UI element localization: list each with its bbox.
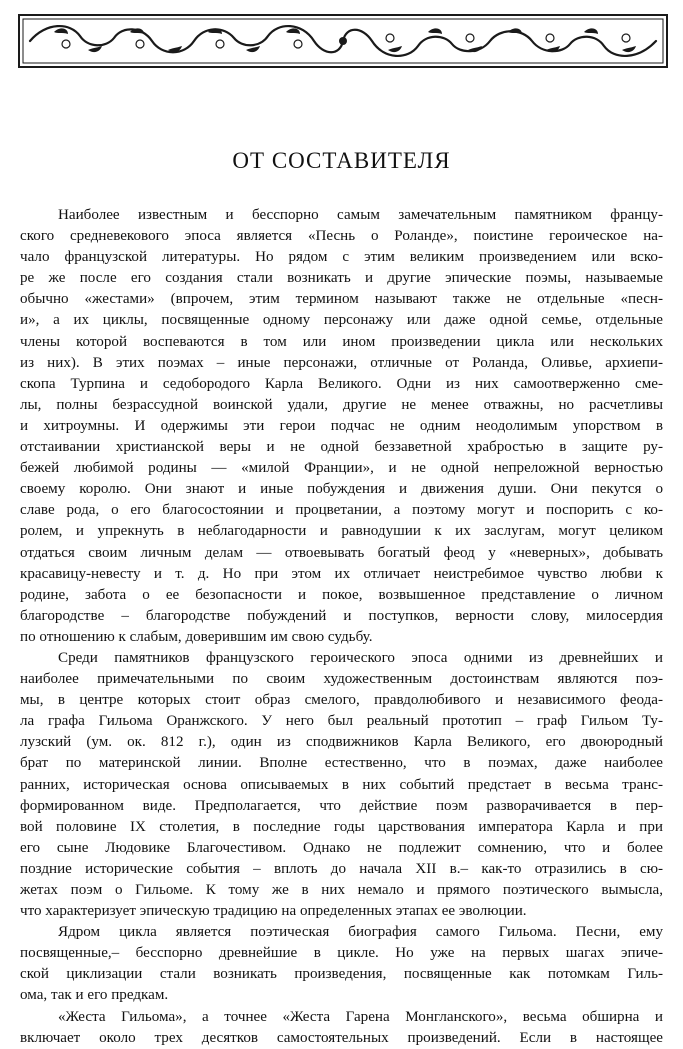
paragraph — [20, 648, 663, 922]
text-line: Наиболее известным и бесспорно самым замечательным памятником францу- — [58, 207, 663, 223]
text-line: мы, в центре которых стоит образ смелого, правдолюбивого и независимого феода- — [20, 692, 663, 709]
paragraph — [20, 1007, 663, 1049]
text-line: и хитроумны. И одержимы эти герои подчас не одним неодолимым упорством в — [20, 417, 663, 434]
text-line: своему королю. Они знают и иные побуждения и движения души. Они пекутся о — [20, 481, 663, 498]
text-line: ской циклизации стали возникать произведения, посвященные как потомкам Гиль- — [20, 966, 663, 983]
paragraph — [20, 922, 663, 1006]
text-line: бежей любимой родины — «милой Франции», и не одной непреложной верностью — [20, 460, 663, 477]
text-line: что характеризует эпическую традицию на определенных этапах ее эволюции. — [20, 903, 527, 920]
text-line: чало французской литературы. Но рядом с этим великим произведением или вско- — [20, 249, 663, 266]
text-line: ома, так и его предкам. — [20, 987, 169, 1004]
text-line: лузский (ум. ок. 812 г.), один из сподвижников Карла Великого, его двоюродный — [20, 734, 663, 751]
text-line: ре же после его создания стали возникать и другие эпические поэмы, называемые — [20, 270, 663, 287]
text-line: из них). В этих поэмах – иные персонажи, отличные от Роланда, Оливье, архиепи- — [20, 354, 663, 371]
text-line: Ядром цикла является поэтическая биография самого Гильома. Песни, ему — [58, 924, 663, 941]
body-text — [20, 205, 663, 1049]
text-line: благородстве – благородстве побуждений и поступков, верности слову, милосердия — [20, 607, 663, 624]
text-line: «Жеста Гильома», а точнее «Жеста Гарена Монгланского», весьма обширна и — [58, 1008, 663, 1025]
paragraph — [20, 205, 663, 648]
text-line: формированном виде. Предполагается, что действие поэм разворачивается в пер- — [20, 797, 663, 814]
text-line: ского средневекового эпоса является «Песнь о Роланде», поистине героическое на- — [20, 228, 663, 245]
text-line: ранних, историческая основа описываемых в них событий предстает в весьма транс- — [20, 776, 663, 793]
text-line: члены которой воспеваются в том или ином произведении цикла или нескольких — [20, 333, 663, 350]
scrollwork-border-icon — [18, 14, 668, 68]
text-line: славе рода, о его благосостоянии и процветании, а поэтому могут и поспорить с ко- — [20, 502, 663, 519]
page-title: ОТ СОСТАВИТЕЛЯ — [232, 148, 451, 173]
text-line: красавицу-невесту и т. д. Но при этом их отличает неистребимое чувство любви к — [20, 565, 663, 582]
text-line: ла графа Гильома Оранжского. У него был реальный прототип – граф Гильом Ту- — [20, 713, 663, 730]
text-line: лы, полны безрассудной воинской удали, другие не менее отважны, но расчетливы — [20, 396, 663, 413]
text-line: поздние исторические события – вплоть до начала XII в.– как-то отразились в сю- — [20, 860, 663, 877]
text-line: обычно «жестами» (впрочем, этим термином называют также не отдельные «песн- — [20, 291, 663, 308]
text-line: по отношению к слабым, доверившим им свою судьбу. — [20, 628, 373, 645]
text-line: ролем, и упрекнуть в неблагодарности и равнодушии к их заслугам, могут целиком — [20, 523, 663, 540]
text-line: жетах поэм о Гильоме. К тому же в них немало и прямого поэтического вымысла, — [20, 882, 663, 898]
text-line: наиболее примечательными по своим художественным достоинствам являются поэ- — [20, 671, 663, 688]
text-line: отдаться своим личным делам — отвоевывать богатый феод у «неверных», добывать — [20, 544, 663, 561]
text-line: вой половине IX столетия, в последние годы царствования императора Карла и при — [20, 818, 663, 835]
text-line: включает около трех десятков самостоятельных произведений. Если в настоящее — [20, 1029, 663, 1046]
text-line: отстаивании христианской веры и не одной беззаветной храбростью в защите ру- — [20, 439, 663, 456]
text-line: Среди памятников французского героического эпоса одними из древнейших и — [58, 649, 663, 666]
text-line: скопа Турпина и седобородого Карла Великого. Одни из них самоотверженно сме- — [20, 375, 663, 392]
text-line: его сыне Людовике Благочестивом. Однако не подлежит сомнению, что и более — [20, 839, 663, 856]
text-line: брат по материнской линии. Вполне естественно, что в поэмах, даже наиболее — [20, 755, 663, 772]
text-line: родине, забота о ее безопасности и покое, возвышенное представление о личном — [20, 586, 663, 603]
text-line: и», а их циклы, посвященные одному персонажу или даже одной семье, отдельные — [20, 312, 663, 329]
text-line: посвященные,– бесспорно древнейшие в цикле. Но уже на первых шагах эпиче- — [20, 945, 663, 962]
